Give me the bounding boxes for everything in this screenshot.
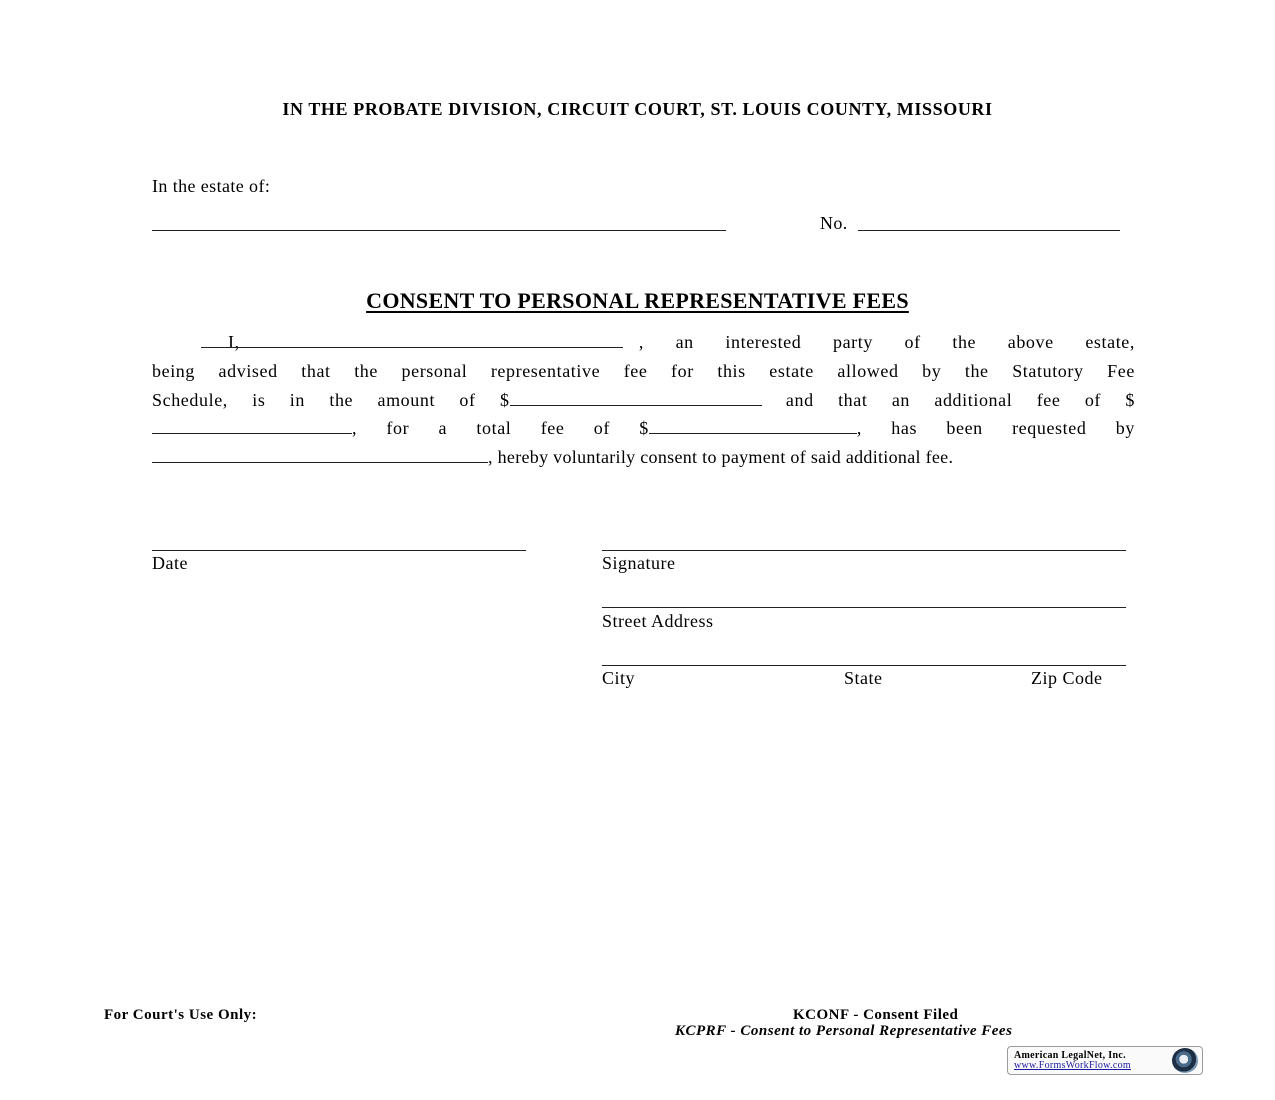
body-text: that [838, 390, 868, 410]
body-text: for [386, 418, 410, 438]
zip-code-label: Zip Code [1031, 668, 1103, 688]
statutory-fee-field[interactable] [510, 391, 762, 406]
body-text: representative [490, 361, 601, 381]
body-line-4 [152, 418, 1135, 439]
case-number-field[interactable] [858, 230, 1120, 231]
body-text: I, [228, 332, 240, 352]
body-text: an [891, 390, 911, 410]
estate-name-field[interactable] [152, 230, 726, 231]
vendor-url-link[interactable]: www.FormsWorkFlow.com [1014, 1060, 1131, 1071]
interested-party-field[interactable] [201, 333, 623, 348]
form-code-filed: KCONF - Consent Filed [793, 1007, 959, 1023]
body-text: requested [1012, 418, 1087, 438]
signature-label: Signature [602, 553, 676, 573]
body-text: a [438, 418, 448, 438]
case-number-label: No. [820, 213, 848, 233]
city-state-zip-field[interactable] [602, 665, 1126, 666]
form-title: CONSENT TO PERSONAL REPRESENTATIVE FEES [366, 288, 909, 313]
body-text: , [856, 418, 862, 438]
body-text: of [904, 332, 921, 352]
body-text: fee [623, 361, 648, 381]
body-text: Statutory [1012, 361, 1084, 381]
body-text: an [675, 332, 694, 352]
body-text: in [289, 390, 305, 410]
court-header: IN THE PROBATE DIVISION, CIRCUIT COURT, ST. LOUIS COUNTY, MISSOURI [282, 99, 993, 119]
body-text: amount [377, 390, 436, 410]
additional-fee-field[interactable] [152, 419, 352, 434]
body-text: Schedule, [152, 390, 228, 410]
body-text: $ [1125, 390, 1135, 410]
body-text: above [1007, 332, 1054, 352]
body-text: and [785, 390, 814, 410]
body-text: the [329, 390, 354, 410]
body-text: , [352, 418, 358, 438]
estate-label: In the estate of: [152, 176, 271, 196]
court-use-label: For Court's Use Only: [104, 1007, 258, 1023]
street-address-label: Street Address [602, 611, 714, 631]
body-text: additional [934, 390, 1013, 410]
body-text: , hereby voluntarily consent to payment of said additional fee. [488, 447, 954, 467]
body-line-2 [152, 361, 1135, 382]
body-text: of [459, 390, 476, 410]
body-text: Fee [1107, 361, 1135, 381]
body-text: that [301, 361, 331, 381]
body-text: estate [769, 361, 814, 381]
body-text: personal [401, 361, 468, 381]
body-text: the [952, 332, 977, 352]
body-text: fee [540, 418, 565, 438]
body-text: total [476, 418, 512, 438]
date-field[interactable] [152, 550, 526, 551]
total-fee-group [639, 418, 862, 439]
street-address-field[interactable] [602, 607, 1126, 608]
city-label: City [602, 668, 636, 688]
body-text: allowed [837, 361, 899, 381]
form-code-title: KCPRF - Consent to Personal Representative Fees [675, 1023, 1013, 1039]
signature-field[interactable] [602, 550, 1126, 551]
additional-fee-group [152, 418, 357, 439]
vendor-name: American LegalNet, Inc. [1014, 1050, 1126, 1061]
globe-logo-icon [1172, 1048, 1198, 1073]
body-text: for [671, 361, 694, 381]
body-text: , [638, 332, 644, 352]
body-text: by [922, 361, 942, 381]
dollar-sign: $ [499, 390, 510, 410]
total-fee-field[interactable] [649, 419, 857, 434]
body-text: of [593, 418, 610, 438]
dollar-sign: $ [639, 418, 649, 438]
body-text: advised [218, 361, 278, 381]
body-text: the [354, 361, 378, 381]
body-text: party [832, 332, 873, 352]
state-label: State [844, 668, 883, 688]
body-text: is [252, 390, 266, 410]
body-text: this [717, 361, 746, 381]
body-text: been [946, 418, 983, 438]
body-text: estate, [1085, 332, 1135, 352]
body-line-3 [152, 390, 1135, 411]
requested-by-field[interactable] [152, 448, 488, 463]
vendor-badge[interactable] [1007, 1046, 1203, 1075]
body-line-1 [152, 332, 1135, 353]
body-text: the [964, 361, 989, 381]
body-text: has [891, 418, 918, 438]
body-line-5 [152, 447, 1135, 468]
body-text: fee [1036, 390, 1061, 410]
body-text: of [1084, 390, 1102, 410]
body-text: interested [725, 332, 802, 352]
date-label: Date [152, 553, 188, 573]
body-text: being [152, 361, 195, 381]
statutory-fee-group [500, 390, 762, 411]
body-text: by [1115, 418, 1135, 438]
